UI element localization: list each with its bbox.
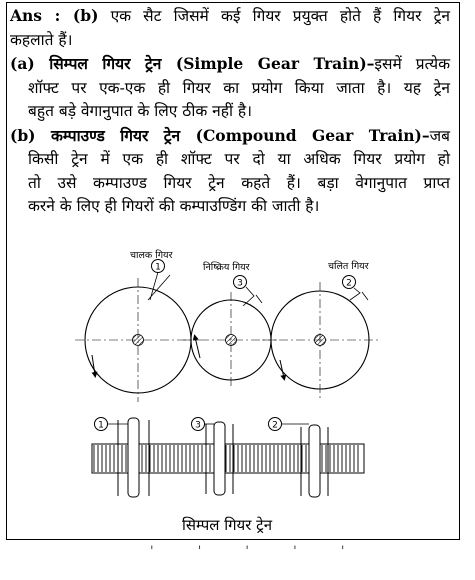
ans-text-1: एक सैट जिसमें कई गियर प्रयुक्त होते हैं गियर ट्रेन — [110, 7, 450, 25]
svg-text:3: 3 — [195, 420, 201, 431]
driven-gear — [262, 282, 378, 398]
para-b-heading: (b) कम्पाउण्ड गियर ट्रेन (Compound Gear Train)– — [10, 125, 430, 145]
svg-text:1: 1 — [155, 262, 161, 273]
svg-text:3: 3 — [237, 278, 243, 289]
number-1-top — [152, 260, 165, 273]
driven-gear-label: चलित गियर — [328, 261, 369, 272]
para-a-line-2: शॉफ्ट पर एक-एक ही गियर का प्रयोग किया जाता है। यह ट्रेन — [28, 78, 450, 97]
svg-text:2: 2 — [346, 278, 352, 289]
para-a-heading: (a) सिम्पल गियर ट्रेन (Simple Gear Train)– — [10, 54, 375, 73]
idler-gear-label: निष्क्रिय गियर — [203, 262, 250, 273]
page-footer-fragment: ' ' ' ' ' — [150, 544, 365, 559]
ans-prefix: Ans : (b) — [10, 6, 99, 25]
number-2-top — [343, 276, 356, 289]
ans-line-2: कहलाते हैं। — [10, 30, 73, 49]
para-b-text-1: जब — [429, 126, 450, 145]
number-3-bottom — [192, 418, 215, 431]
driver-gear — [75, 278, 200, 402]
svg-text:1: 1 — [98, 420, 104, 431]
number-2-bottom — [269, 418, 310, 431]
para-b-line-2: किसी ट्रेन में एक ही शॉफ्ट पर दो या अधिक गियर प्रयोग हो — [28, 150, 450, 168]
gear-side-view — [92, 418, 364, 497]
para-b-line-3: तो उसे कम्पाउण्ड गियर ट्रेन कहते हैं। बड़ा वेगानुपात प्राप्त — [28, 173, 450, 192]
number-3-top — [234, 276, 247, 289]
para-b-line-4: करने के लिए ही गियरों की कम्पाउण्डिंग की जाती है। — [28, 197, 320, 215]
driver-gear-label: चालक गियर — [130, 250, 173, 261]
para-a-line-3: बहुत बड़े वेगानुपात के लिए ठीक नहीं है। — [28, 102, 253, 120]
svg-text:2: 2 — [272, 420, 278, 431]
number-1-bottom — [95, 418, 129, 431]
figure-caption: सिम्पल गियर ट्रेन — [181, 516, 273, 534]
para-a-text-1: इसमें प्रत्येक — [374, 55, 450, 73]
